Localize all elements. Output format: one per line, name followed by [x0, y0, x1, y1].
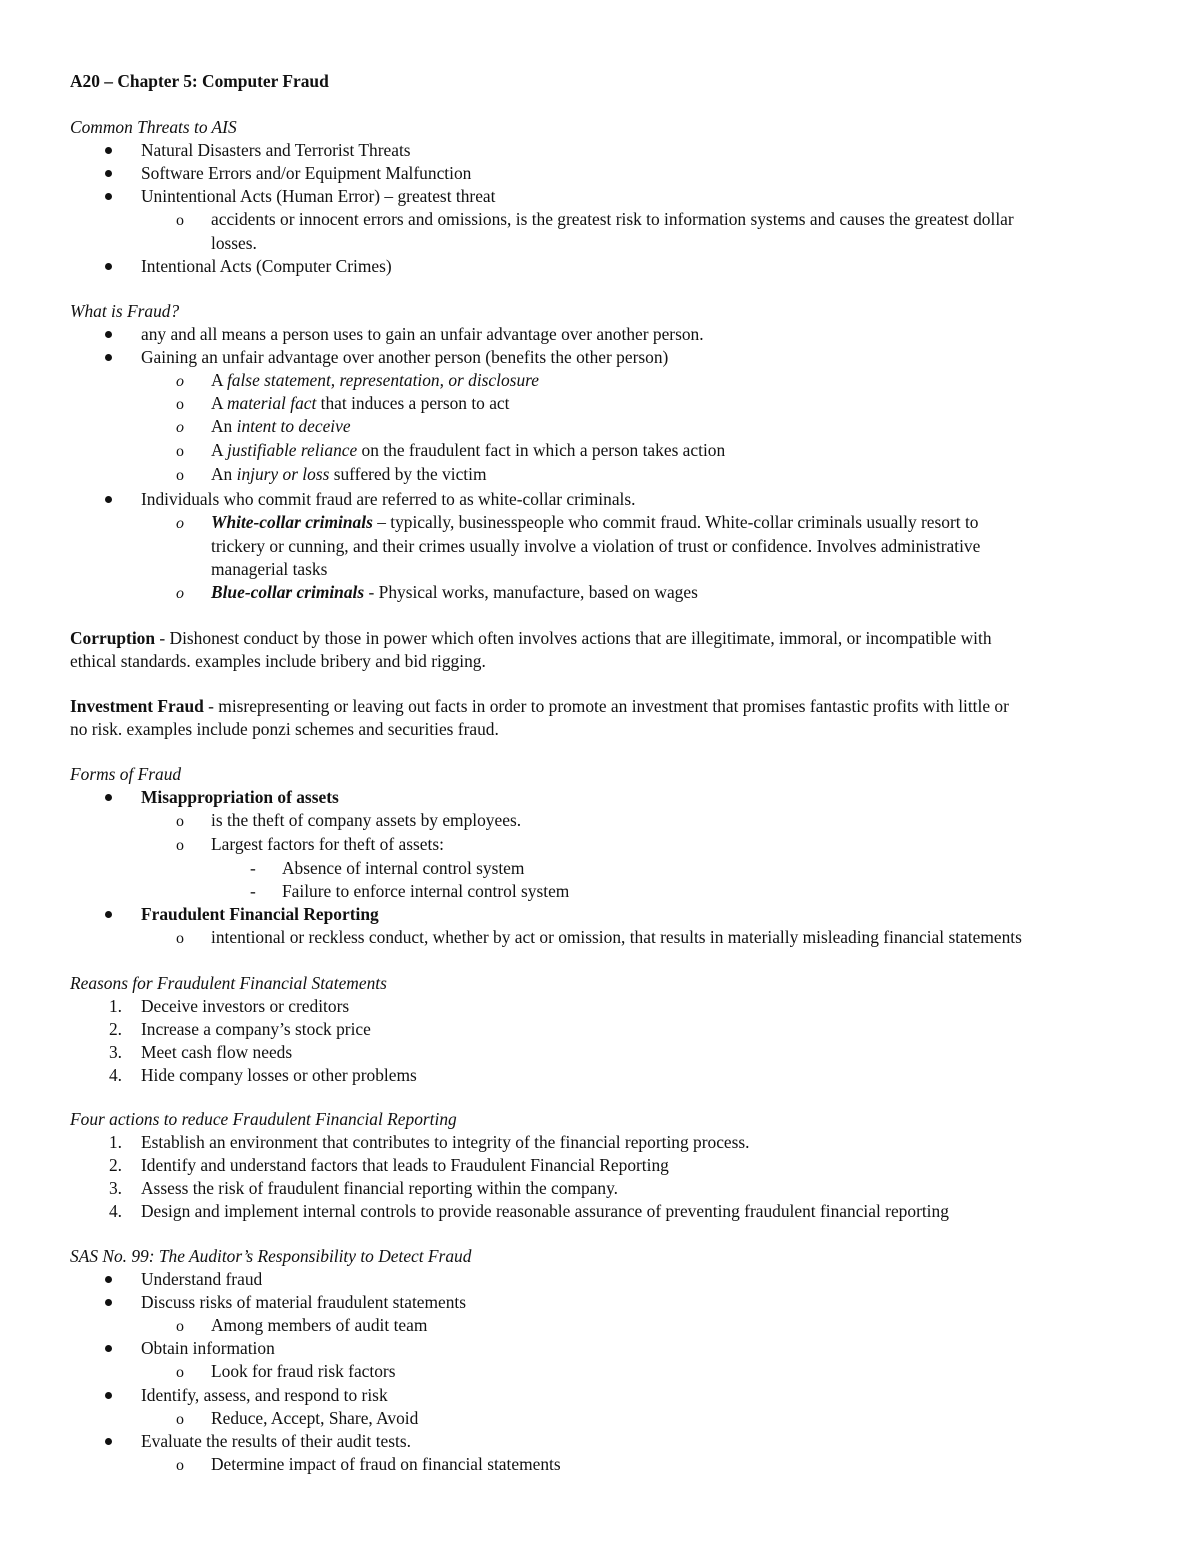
- list-subitem: An intent to deceive: [211, 416, 351, 436]
- list-number: 3.: [108, 1178, 122, 1198]
- section-heading-reasons: Reasons for Fraudulent Financial Statements: [70, 973, 387, 993]
- bullet-icon: [105, 263, 112, 270]
- sub-bullet-icon: o: [176, 419, 184, 436]
- sub-bullet-icon: o: [176, 396, 184, 413]
- section-heading-sas99: SAS No. 99: The Auditor’s Responsibility to Detect Fraud: [70, 1246, 472, 1266]
- page-title: A20 – Chapter 5: Computer Fraud: [70, 71, 329, 91]
- bullet-icon: [105, 794, 112, 801]
- list-subitem: Determine impact of fraud on financial statements: [211, 1454, 561, 1474]
- sub-bullet-icon: o: [176, 1411, 184, 1428]
- list-number: 1.: [108, 1132, 122, 1152]
- corruption-term: Corruption: [70, 628, 156, 648]
- list-number: 4.: [108, 1065, 122, 1085]
- list-subitem: is the theft of company assets by employees.: [211, 810, 522, 830]
- section-heading-four-actions: Four actions to reduce Fraudulent Financial Reporting: [70, 1109, 457, 1129]
- blue-collar-term: Blue-collar criminals: [211, 582, 365, 602]
- bullet-icon: [105, 496, 112, 503]
- dash-icon: -: [250, 881, 256, 901]
- numbered-item: Increase a company’s stock price: [141, 1019, 371, 1039]
- numbered-item: Meet cash flow needs: [141, 1042, 293, 1062]
- list-item: Misappropriation of assets: [141, 787, 339, 807]
- list-subitem: intentional or reckless conduct, whether by act or omission, that results in materially misleading financial statements: [211, 927, 1022, 947]
- sub-bullet-icon: o: [176, 585, 184, 602]
- list-number: 1.: [108, 996, 122, 1016]
- bullet-icon: [105, 1299, 112, 1306]
- sub-bullet-icon: o: [176, 467, 184, 484]
- sub-bullet-icon: o: [176, 1364, 184, 1381]
- list-subitem: Largest factors for theft of assets:: [211, 834, 444, 854]
- numbered-item: Design and implement internal controls to provide reasonable assurance of preventing fraudulent financial reporting: [141, 1201, 949, 1221]
- list-item: Intentional Acts (Computer Crimes): [141, 256, 392, 276]
- list-subsubitem: Absence of internal control system: [282, 858, 525, 878]
- list-item: any and all means a person uses to gain an unfair advantage over another person.: [141, 324, 704, 344]
- section-heading-forms: Forms of Fraud: [70, 764, 182, 784]
- bullet-icon: [105, 1276, 112, 1283]
- list-item: Unintentional Acts (Human Error) – greatest threat: [141, 186, 496, 206]
- list-subitem: Reduce, Accept, Share, Avoid: [211, 1408, 419, 1428]
- sub-bullet-icon: o: [176, 443, 184, 460]
- sub-bullet-icon: o: [176, 813, 184, 830]
- list-subitem: Look for fraud risk factors: [211, 1361, 396, 1381]
- sub-bullet-icon: o: [176, 837, 184, 854]
- sub-bullet-icon: o: [176, 1318, 184, 1335]
- numbered-item: Hide company losses or other problems: [141, 1065, 417, 1085]
- list-item: Software Errors and/or Equipment Malfunction: [141, 163, 472, 183]
- investment-fraud-term: Investment Fraud: [70, 696, 204, 716]
- numbered-item: Assess the risk of fraudulent financial reporting within the company.: [141, 1178, 618, 1198]
- list-item: Evaluate the results of their audit tests.: [141, 1431, 411, 1451]
- bullet-icon: [105, 1438, 112, 1445]
- white-collar-term: White-collar criminals: [211, 512, 373, 532]
- list-item: Understand fraud: [141, 1269, 263, 1289]
- list-subitem: Among members of audit team: [211, 1315, 428, 1335]
- list-number: 2.: [108, 1019, 122, 1039]
- bullet-icon: [105, 147, 112, 154]
- list-item: Discuss risks of material fraudulent statements: [141, 1292, 467, 1312]
- list-number: 4.: [108, 1201, 122, 1221]
- bullet-icon: [105, 170, 112, 177]
- bullet-icon: [105, 911, 112, 918]
- list-subitem-continued: managerial tasks: [211, 559, 328, 579]
- corruption-definition-continued: ethical standards. examples include bribery and bid rigging.: [70, 651, 486, 671]
- list-subitem: Blue-collar criminals - Physical works, manufacture, based on wages: [211, 582, 698, 602]
- sub-bullet-icon: o: [176, 515, 184, 532]
- section-heading-fraud: What is Fraud?: [70, 301, 180, 321]
- list-subitem: accidents or innocent errors and omissions, is the greatest risk to information systems and causes the greatest dollar: [211, 209, 1014, 229]
- list-subitem: A material fact that induces a person to act: [211, 393, 510, 413]
- list-number: 3.: [108, 1042, 122, 1062]
- bullet-icon: [105, 331, 112, 338]
- bullet-icon: [105, 1345, 112, 1352]
- list-item: Fraudulent Financial Reporting: [141, 904, 379, 924]
- investment-fraud-definition-continued: no risk. examples include ponzi schemes and securities fraud.: [70, 719, 499, 739]
- list-subitem: An injury or loss suffered by the victim: [211, 464, 487, 484]
- list-item: Individuals who commit fraud are referred to as white-collar criminals.: [141, 489, 636, 509]
- sub-bullet-icon: o: [176, 1457, 184, 1474]
- corruption-definition: Corruption - Dishonest conduct by those in power which often involves actions that are illegitimate, immoral, or incompatible with: [70, 628, 992, 648]
- numbered-item: Deceive investors or creditors: [141, 996, 350, 1016]
- numbered-item: Identify and understand factors that leads to Fraudulent Financial Reporting: [141, 1155, 669, 1175]
- sub-bullet-icon: o: [176, 930, 184, 947]
- list-subsubitem: Failure to enforce internal control system: [282, 881, 570, 901]
- list-item: Natural Disasters and Terrorist Threats: [141, 140, 411, 160]
- bullet-icon: [105, 1392, 112, 1399]
- section-heading-threats: Common Threats to AIS: [70, 117, 237, 137]
- list-item: Obtain information: [141, 1338, 275, 1358]
- sub-bullet-icon: o: [176, 373, 184, 390]
- list-subitem-continued: trickery or cunning, and their crimes usually involve a violation of trust or confidence. Involves administrative: [211, 536, 981, 556]
- list-subitem: A justifiable reliance on the fraudulent fact in which a person takes action: [211, 440, 726, 460]
- list-number: 2.: [108, 1155, 122, 1175]
- bullet-icon: [105, 193, 112, 200]
- list-item: Gaining an unfair advantage over another person (benefits the other person): [141, 347, 669, 367]
- list-subitem: A false statement, representation, or disclosure: [211, 370, 539, 390]
- list-subitem: White-collar criminals – typically, businesspeople who commit fraud. White-collar criminals usually resort to: [211, 512, 979, 532]
- investment-fraud-definition: Investment Fraud - misrepresenting or leaving out facts in order to promote an investment that promises fantastic profits with little or: [70, 696, 1009, 716]
- list-item: Identify, assess, and respond to risk: [141, 1385, 388, 1405]
- sub-bullet-icon: o: [176, 212, 184, 229]
- bullet-icon: [105, 354, 112, 361]
- numbered-item: Establish an environment that contributes to integrity of the financial reporting process.: [141, 1132, 750, 1152]
- dash-icon: -: [250, 858, 256, 878]
- list-subitem-continued: losses.: [211, 233, 257, 253]
